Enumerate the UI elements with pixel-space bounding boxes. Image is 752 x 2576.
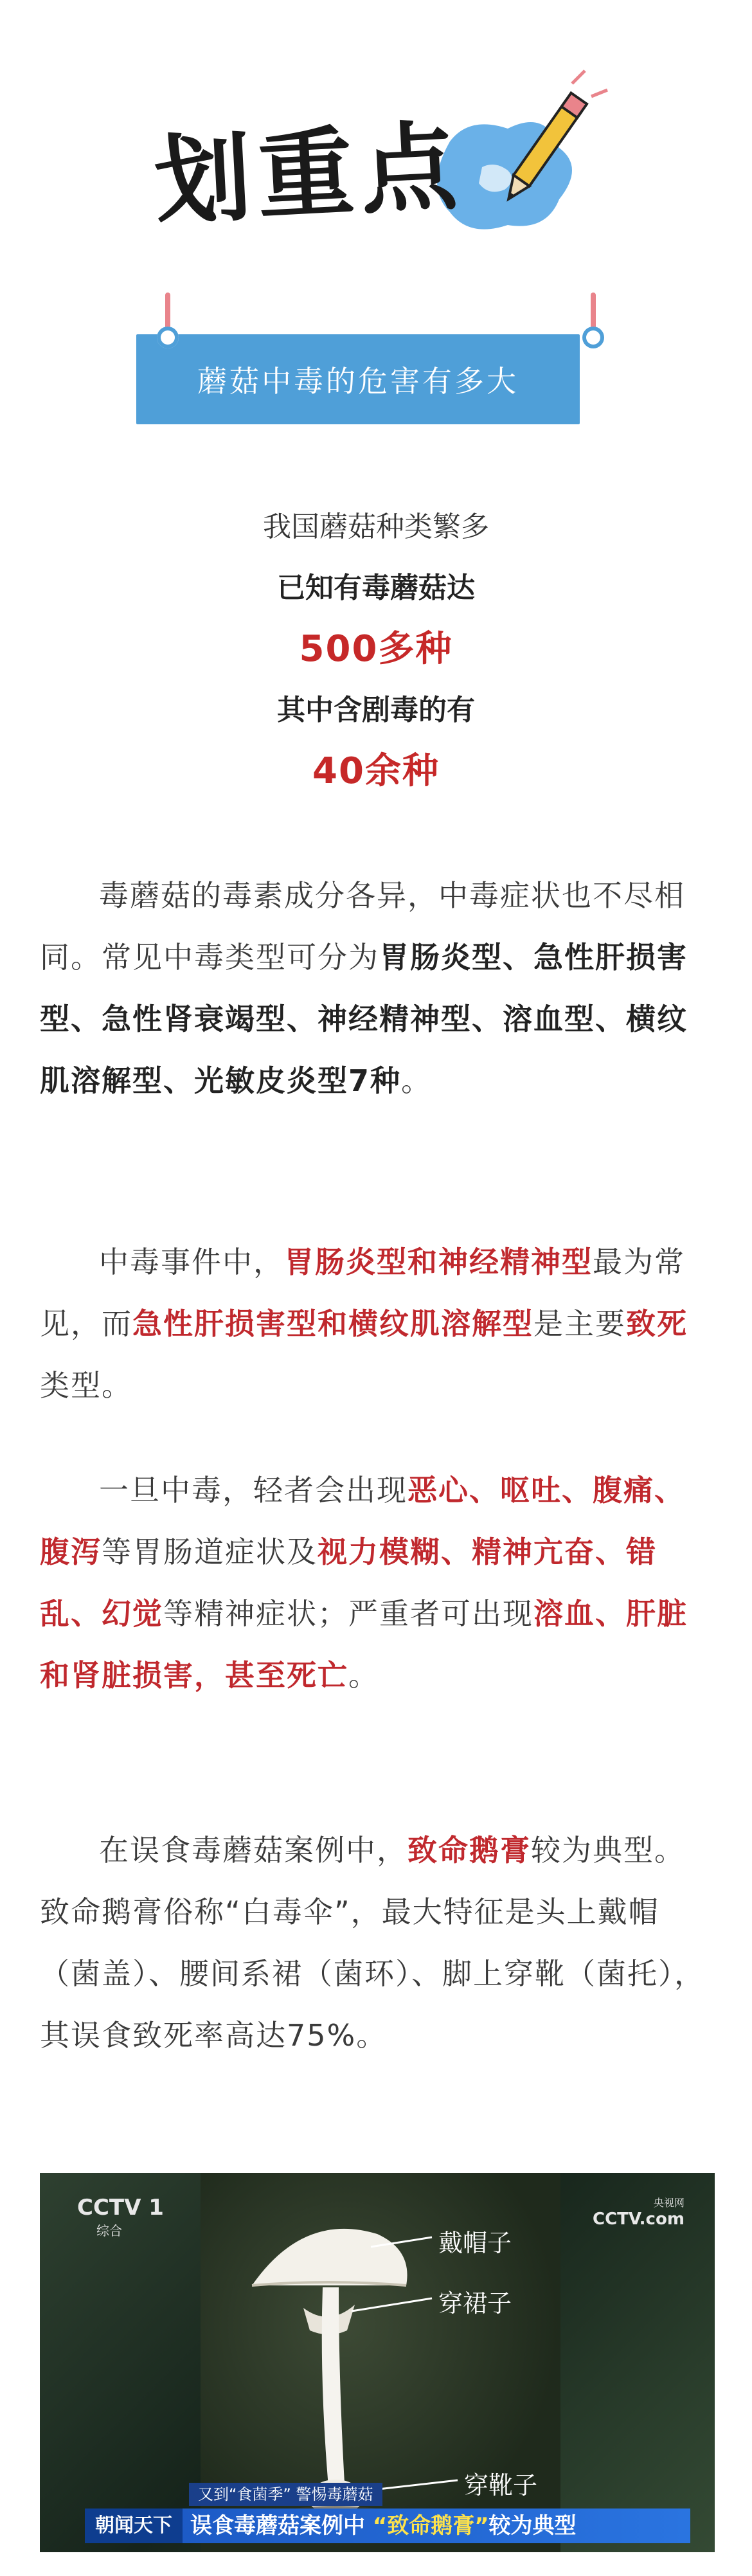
para2-text-3: 最为常见，而	[40, 1245, 685, 1341]
handwritten-title-logo	[148, 58, 611, 270]
para4-text-3: 较为典型。致命鹅膏俗称“白毒伞”，最大特征是头上戴帽（菌盖）、腰间系裙（菌环）、脚上穿靴（菌托），其误食致死率高达75%。	[40, 1833, 705, 2053]
intro-line-3: 500多种	[299, 628, 453, 670]
ticker-top: 又到“食菌季” 警惕毒蘑菇	[189, 2483, 382, 2506]
para3-text-7: 。	[348, 1658, 379, 1693]
banner-pin-dot-right	[582, 327, 604, 348]
para1-text-3: 。	[401, 1063, 433, 1098]
para4-text-1: 在误食毒蘑菇案例中，	[99, 1833, 407, 1868]
intro-line-1: 我国蘑菇种类繁多	[263, 510, 489, 543]
para2-text-5: 是主要	[533, 1306, 626, 1341]
intro-line-2: 已知有毒蘑菇达	[277, 572, 475, 604]
para4-death-cap: 致命鹅膏	[407, 1833, 531, 1868]
program-name: 朝闻天下	[85, 2508, 183, 2543]
ticker-main-highlight: “致命鹅膏”	[372, 2513, 489, 2539]
label-boot: 穿靴子	[464, 2471, 538, 2499]
intro-line-5: 40余种	[312, 750, 440, 792]
para3-gi-symptoms: 恶心、呕吐、腹痛、腹泻	[40, 1473, 685, 1569]
paragraph-toxin-types	[40, 865, 715, 1112]
para3-text-5: 等精神症状；严重者可出现	[163, 1596, 533, 1631]
para1-text-1: 毒蘑菇的毒素成分各异，中毒症状也不尽相同。常见中毒类型可分为	[40, 878, 685, 975]
para2-fatal-word: 致死	[626, 1306, 688, 1341]
cctv-com-logo	[593, 2195, 685, 2229]
banner-pin-dot-left	[157, 327, 179, 348]
paragraph-common-types	[40, 1231, 715, 1416]
ticker-main-pre: 误食毒蘑菇案例中	[190, 2513, 373, 2539]
para3-neuro-symptoms: 视力模糊、精神亢奋、错乱、幻觉	[40, 1535, 657, 1631]
cctv1-logo	[77, 2195, 164, 2239]
news-video-screenshot	[40, 2173, 715, 2552]
para2-text-7: 类型。	[40, 1368, 132, 1403]
para3-text-1: 一旦中毒，轻者会出现	[99, 1473, 407, 1508]
paragraph-death-cap	[40, 1819, 715, 2066]
para3-text-3: 等胃肠道症状及	[102, 1535, 318, 1569]
cctv1-logo-text: CCTV 1	[77, 2195, 164, 2220]
intro-line-4: 其中含剧毒的有	[277, 694, 475, 726]
cctv-com-sub: 央视网	[653, 2197, 685, 2209]
section-title-banner	[136, 334, 580, 424]
ticker-main-post: 较为典型	[488, 2513, 577, 2539]
handwritten-title-text: 划重点	[152, 109, 466, 239]
para1-poison-types: 胃肠炎型、急性肝损害型、急性肾衰竭型、神经精神型、溶血型、横纹肌溶解型、光敏皮炎型7种	[40, 940, 688, 1098]
label-skirt: 穿裙子	[438, 2289, 512, 2318]
para2-fatal-types: 急性肝损害型和横纹肌溶解型	[132, 1306, 533, 1341]
para2-common-types: 胃肠炎型和神经精神型	[284, 1245, 593, 1279]
para3-severe-symptoms: 溶血、肝脏和肾脏损害，甚至死亡	[40, 1596, 688, 1693]
para2-text-1: 中毒事件中，	[99, 1245, 284, 1279]
paragraph-symptoms	[40, 1459, 715, 1706]
cctv1-logo-sub: 综合	[96, 2223, 122, 2238]
cctv-com-text: CCTV.com	[593, 2210, 685, 2229]
ticker-main	[183, 2508, 690, 2543]
intro-block	[0, 508, 752, 813]
label-cap: 戴帽子	[438, 2229, 512, 2257]
section-title: 蘑菇中毒的危害有多大	[197, 364, 519, 399]
